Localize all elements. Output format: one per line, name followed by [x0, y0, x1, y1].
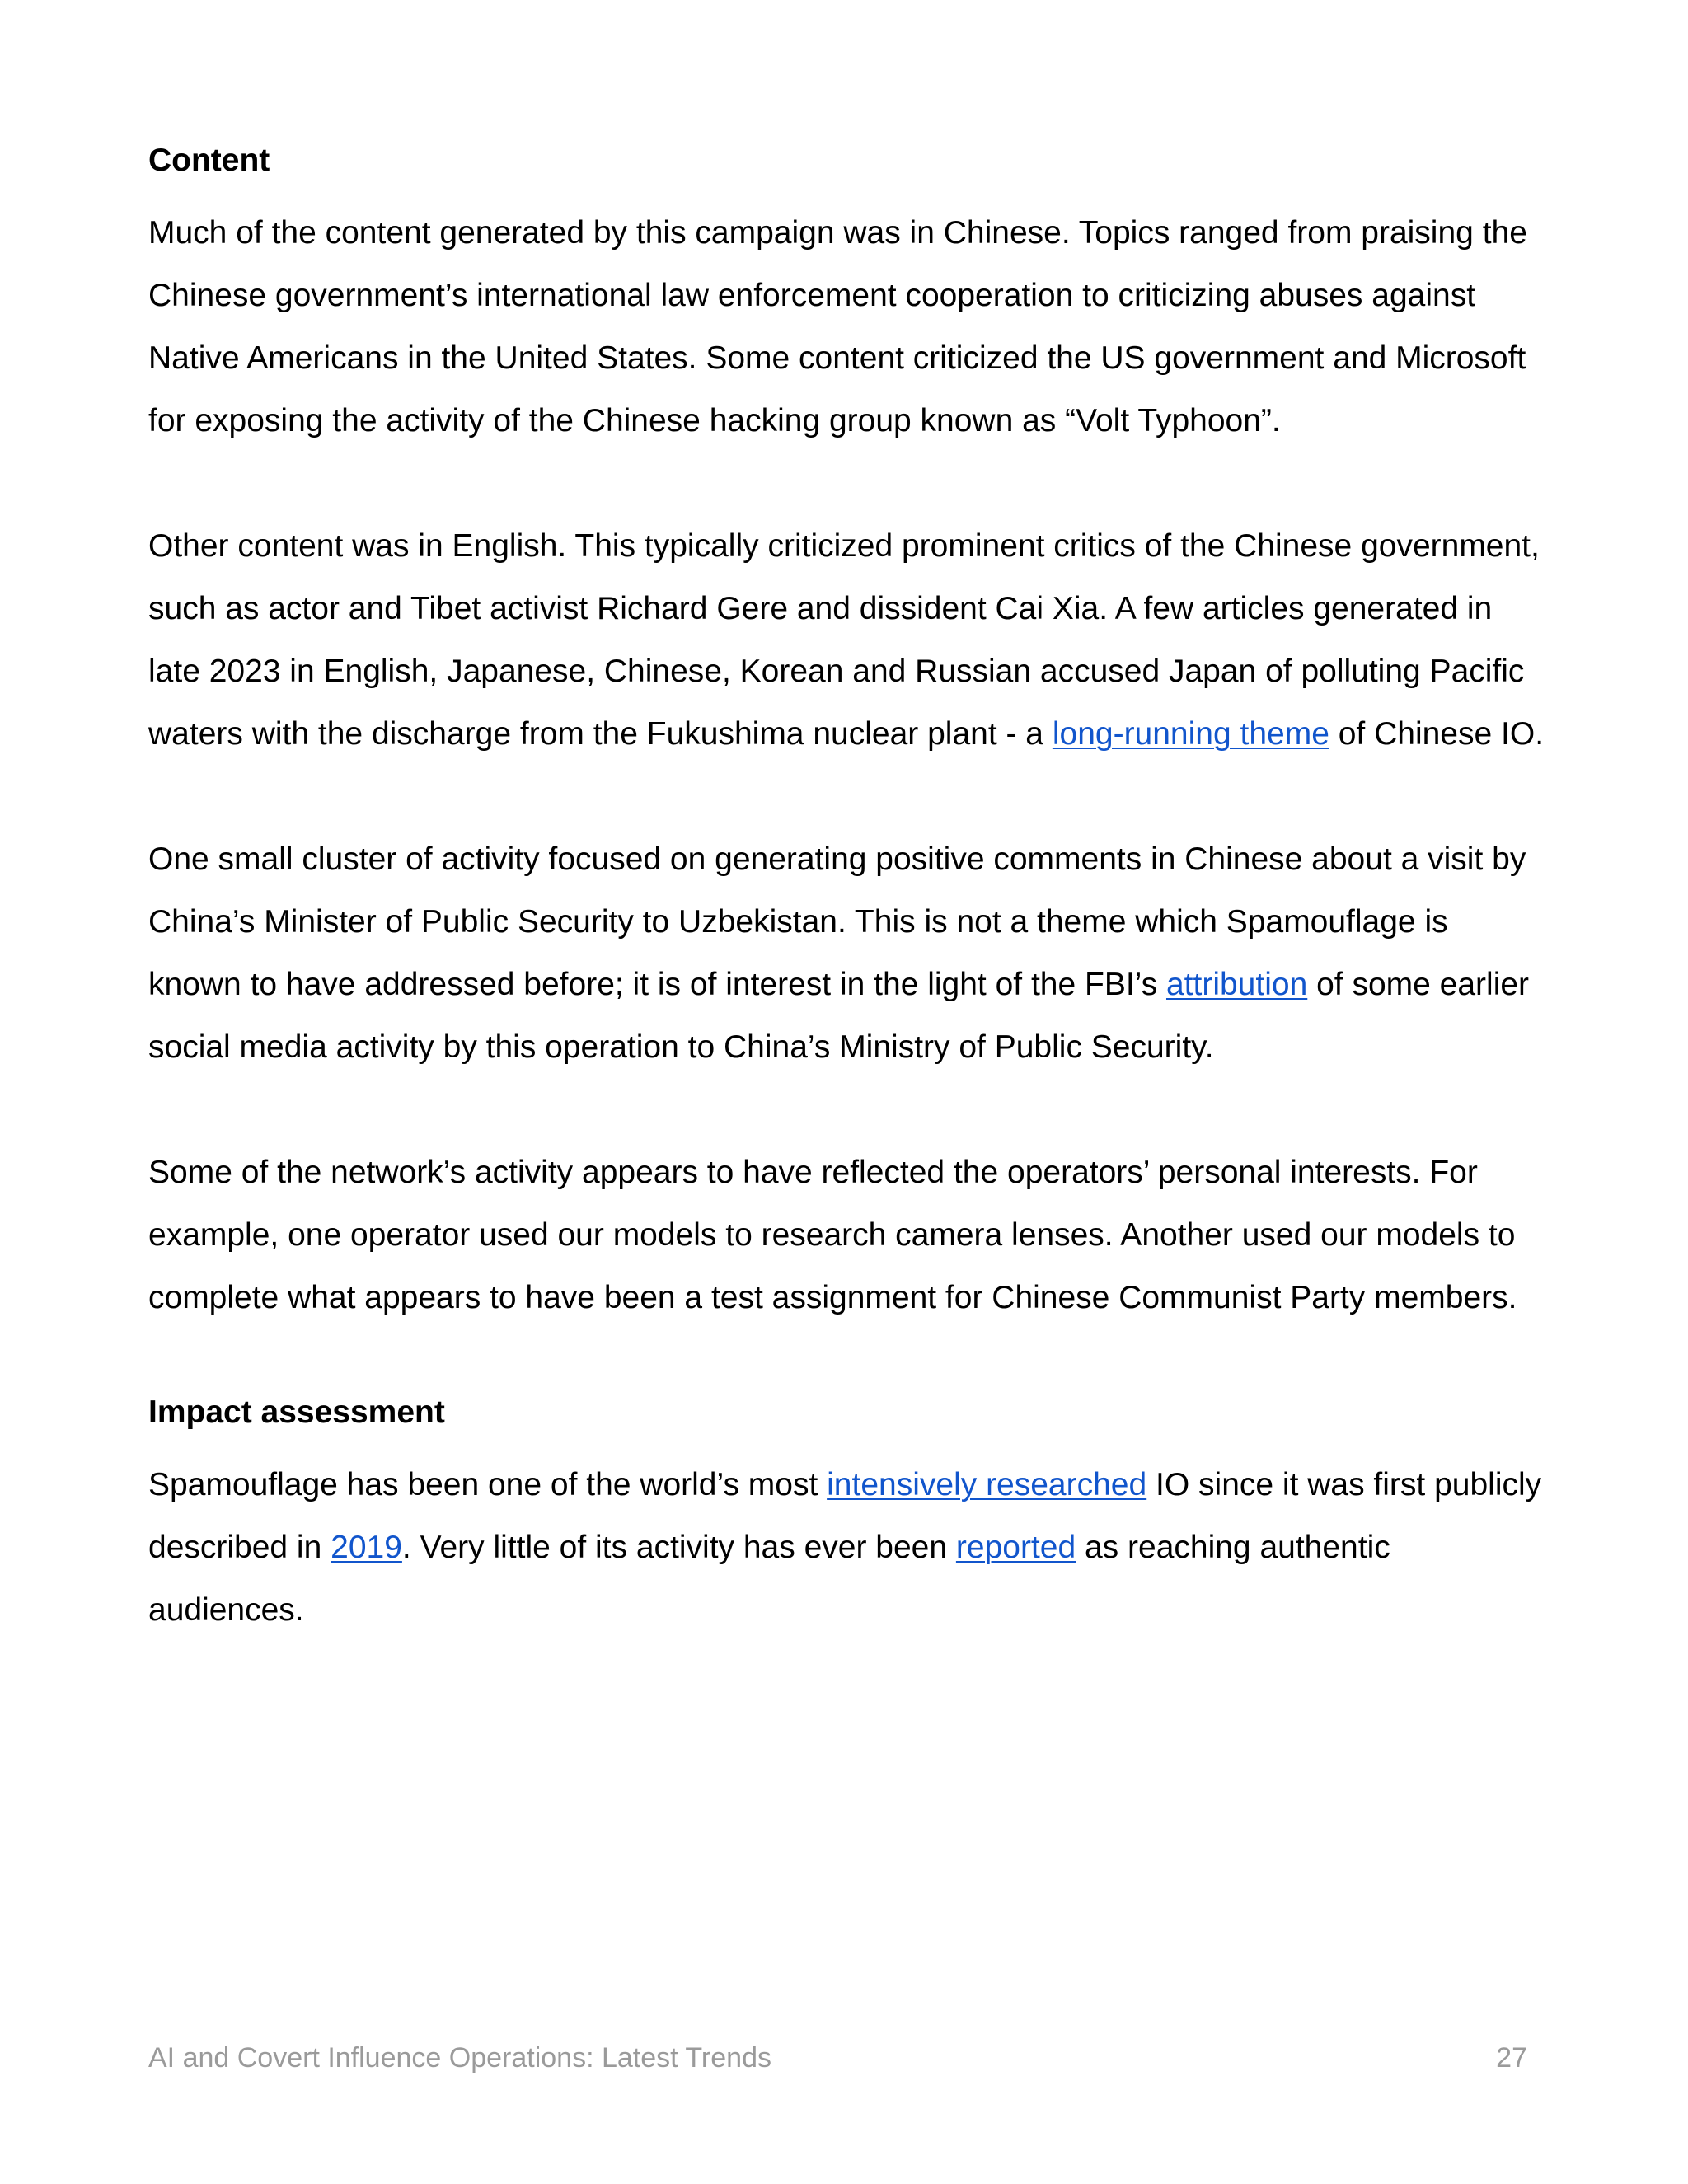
paragraph-spacer — [148, 1329, 1550, 1392]
paragraph-spacer — [148, 452, 1550, 515]
footer-page-number: 27 — [1496, 2042, 1527, 2074]
paragraph-text: of Chinese IO. — [1329, 716, 1545, 752]
paragraph-text: Spamouflage has been one of the world’s most — [148, 1467, 828, 1502]
reported-link[interactable]: reported — [955, 1530, 1076, 1565]
paragraph-text: of some earlier social media activity by this operation to China’s Ministry of Public Security. — [148, 967, 1530, 1065]
attribution-link[interactable]: attribution — [1165, 967, 1308, 1002]
paragraph-spacer — [148, 766, 1550, 828]
content-paragraph-1: Much of the content generated by this campaign was in Chinese. Topics ranged from praising the Chinese government’s international law enforcement cooperation to criticizing abuses against Native Americans in the United States. Some content criticized the US government and Microsoft for exposing the activity of the Chinese hacking group known as “Volt Typhoon”. — [148, 215, 1527, 438]
paragraph-spacer — [148, 1079, 1550, 1141]
page-body — [148, 140, 1550, 1642]
paragraph-text: as reaching authentic audiences. — [148, 1530, 1390, 1628]
footer-document-title: AI and Covert Influence Operations: Latest Trends — [148, 2042, 771, 2074]
impact-assessment-heading: Impact assessment — [148, 1394, 445, 1430]
content-heading: Content — [148, 143, 270, 178]
paragraph-text: . Very little of its activity has ever been — [401, 1530, 956, 1565]
content-paragraph-3 — [148, 828, 1550, 1079]
2019-link[interactable]: 2019 — [331, 1530, 402, 1565]
paragraph-text: IO since it was first publicly described in — [148, 1467, 1542, 1565]
paragraph-text: One small cluster of activity focused on generating positive comments in Chinese about a visit by China’s Minister of Public Security to Uzbekistan. This is not a theme which Spamouflage is known to have addressed before; it is of interest in the light of the FBI’s — [148, 841, 1526, 1002]
impact-paragraph-1 — [148, 1454, 1550, 1642]
content-paragraph-2 — [148, 515, 1550, 766]
intensively-researched-link[interactable]: intensively researched — [827, 1467, 1147, 1502]
paragraph-text: Other content was in English. This typically criticized prominent critics of the Chinese government, such as actor and Tibet activist Richard Gere and dissident Cai Xia. A few articles generated in late 2023 in English, Japanese, Chinese, Korean and Russian accused Japan of polluting Pacific waters with the discharge from the Fukushima nuclear plant - a — [148, 528, 1540, 752]
long-running-theme-link[interactable]: long-running theme — [1052, 716, 1329, 752]
content-paragraph-4: Some of the network’s activity appears to have reflected the operators’ personal interests. For example, one operator used our models to research camera lenses. Another used our models to complete what appears to have been a test assignment for Chinese Communist Party members. — [148, 1155, 1517, 1315]
